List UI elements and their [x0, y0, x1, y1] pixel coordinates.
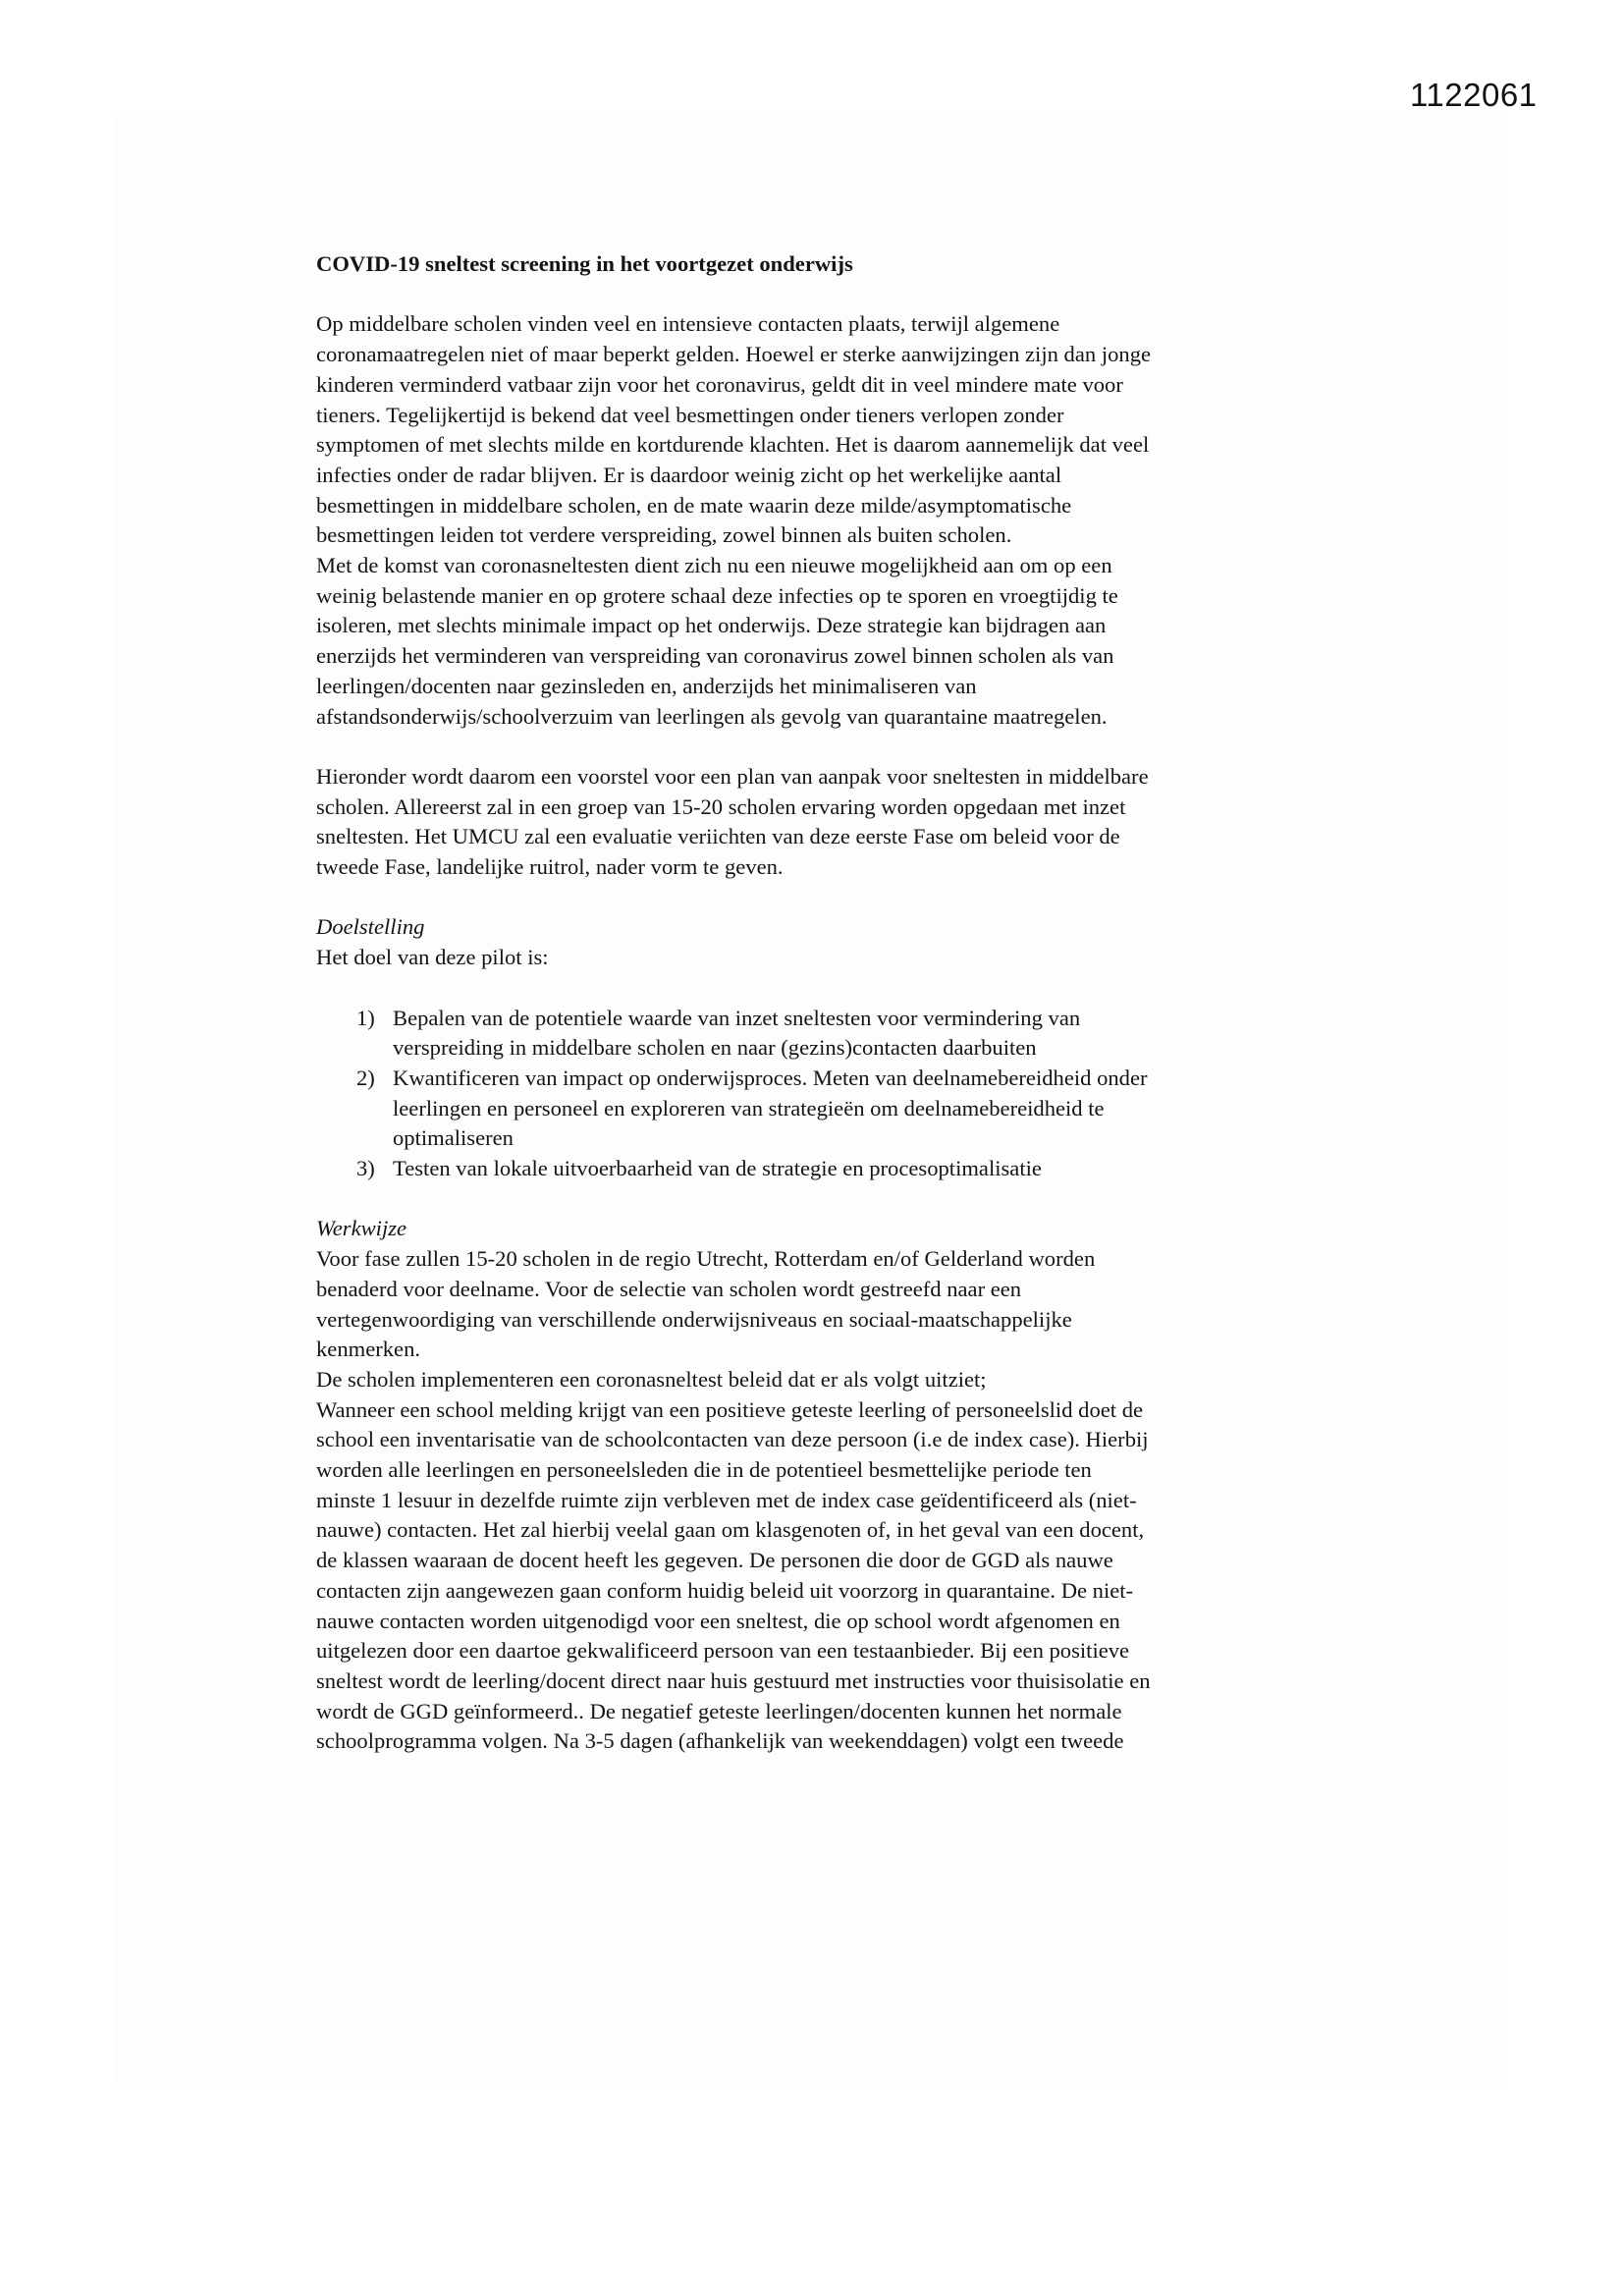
intro-paragraph-1 — [316, 309, 1318, 551]
text-line: de klassen waaraan de docent heeft les gegeven. De personen die door de GGD als nauwe — [316, 1548, 1113, 1573]
text-line: coronamaatregelen niet of maar beperkt gelden. Hoewel er sterke aanwijzingen zijn dan jonge — [316, 342, 1152, 367]
text-line: minste 1 lesuur in dezelfde ruimte zijn verbleven met de index case geïdentificeerd als (niet- — [316, 1487, 1137, 1512]
list-number: 1) — [356, 1005, 375, 1030]
text-line: isoleren, met slechts minimale impact op het onderwijs. Deze strategie kan bijdragen aan — [316, 613, 1107, 638]
intro-paragraph-3 — [316, 762, 1318, 883]
text-line: schoolprogramma volgen. Na 3-5 dagen (afhankelijk van weekenddagen) volgt een tweede — [316, 1728, 1124, 1754]
text-line: Hieronder wordt daarom een voorstel voor een plan van aanpak voor sneltesten in middelbare — [316, 763, 1149, 789]
text-line: uitgelezen door een daartoe gekwalificeerd persoon van een testaanbieder. Bij een positieve — [316, 1638, 1130, 1664]
text-line: kinderen verminderd vatbaar zijn voor het coronavirus, geldt dit in veel mindere mate voor — [316, 371, 1123, 397]
text-line: Bepalen van de potentiele waarde van inzet sneltesten voor vermindering van — [393, 1005, 1081, 1030]
text-line: leerlingen/docenten naar gezinsleden en, anderzijds het minimaliseren van — [316, 673, 977, 698]
text-line: nauwe) contacten. Het zal hierbij veelal gaan om klasgenoten of, in het geval van een docent, — [316, 1517, 1145, 1543]
text-line: benaderd voor deelname. Voor de selectie van scholen wordt gestreefd naar een — [316, 1276, 1022, 1301]
text-line: De scholen implementeren een coronasneltest beleid dat er als volgt uitziet; — [316, 1366, 987, 1392]
text-line: Kwantificeren van impact op onderwijsproces. Meten van deelnamebereidheid onder — [393, 1065, 1148, 1090]
text-line: weinig belastende manier en op grotere schaal deze infecties op te sporen en vroegtijdig te — [316, 582, 1118, 608]
list-number: 2) — [356, 1065, 375, 1090]
text-line: vertegenwoordiging van verschillende onderwijsniveaus en sociaal-maatschappelijke — [316, 1306, 1072, 1332]
text-line: tweede Fase, landelijke ruitrol, nader vorm te geven. — [316, 854, 784, 880]
document-body — [316, 249, 1318, 1757]
text-line: Op middelbare scholen vinden veel en intensieve contacten plaats, terwijl algemene — [316, 311, 1060, 337]
list-number: 3) — [356, 1156, 375, 1181]
text-line: sneltesten. Het UMCU zal een evaluatie veriichten van deze eerste Fase om beleid voor de — [316, 824, 1120, 849]
text-line: Wanneer een school melding krijgt van een positieve geteste leerling of personeelslid doet de — [316, 1396, 1144, 1422]
document-id: 1122061 — [1410, 77, 1538, 113]
text-line: wordt de GGD geïnformeerd.. De negatief geteste leerlingen/docenten kunnen het normale — [316, 1698, 1122, 1723]
text-line: kenmerken. — [316, 1337, 421, 1362]
text-line: symptomen of met slechts milde en kortdurende klachten. Het is daarom aannemelijk dat veel — [316, 432, 1150, 458]
text-line: leerlingen en personeel en exploreren van strategieën om deelnamebereidheid te — [393, 1095, 1105, 1121]
text-line: optimaliseren — [393, 1125, 514, 1151]
intro-paragraph-2 — [316, 551, 1318, 732]
text-line: school een inventarisatie van de schoolcontacten van deze persoon (i.e de index case). Hierbij — [316, 1427, 1149, 1452]
goal-item-3 — [316, 1154, 1318, 1184]
text-line: afstandsonderwijs/schoolverzuim van leerlingen als gevolg van quarantaine maatregelen. — [316, 703, 1108, 729]
text-line: scholen. Allereerst zal in een groep van 15-20 scholen ervaring worden opgedaan met inzet — [316, 793, 1126, 819]
text-line: tieners. Tegelijkertijd is bekend dat veel besmettingen onder tieners verlopen zonder — [316, 402, 1064, 427]
text-line: besmettingen leiden tot verdere verspreiding, zowel binnen als buiten scholen. — [316, 522, 1012, 548]
text-line: verspreiding in middelbare scholen en naar (gezins)contacten daarbuiten — [393, 1035, 1037, 1061]
text-line: contacten zijn aangewezen gaan conform huidig beleid uit voorzorg in quarantaine. De niet- — [316, 1577, 1134, 1603]
document-title: COVID-19 sneltest screening in het voortgezet onderwijs — [316, 251, 853, 276]
text-line: worden alle leerlingen en personeelsleden die in de potentieel besmettelijke periode ten — [316, 1457, 1092, 1483]
text-line: besmettingen in middelbare scholen, en de mate waarin deze milde/asymptomatische — [316, 492, 1072, 518]
doelstelling-lead: Het doel van deze pilot is: — [316, 945, 549, 970]
text-line: sneltest wordt de leerling/docent direct naar huis gestuurd met instructies voor thuisisolatie en — [316, 1667, 1151, 1693]
text-line: Met de komst van coronasneltesten dient zich nu een nieuwe mogelijkheid aan om op een — [316, 553, 1112, 578]
text-line: nauwe contacten worden uitgenodigd voor een sneltest, die op school wordt afgenomen en — [316, 1608, 1120, 1633]
text-line: enerzijds het verminderen van verspreiding van coronavirus zowel binnen scholen als van — [316, 643, 1114, 669]
section-heading-doelstelling: Doelstelling — [316, 914, 425, 940]
section-heading-werkwijze: Werkwijze — [316, 1216, 407, 1241]
goal-item-2 — [316, 1064, 1318, 1154]
goals-list — [316, 1004, 1318, 1184]
doelstelling-section — [316, 912, 1318, 1183]
goal-item-1 — [316, 1004, 1318, 1064]
text-line: Voor fase zullen 15-20 scholen in de regio Utrecht, Rotterdam en/of Gelderland worden — [316, 1246, 1096, 1272]
text-line: Testen van lokale uitvoerbaarheid van de strategie en procesoptimalisatie — [393, 1156, 1042, 1181]
text-line: infecties onder de radar blijven. Er is daardoor weinig zicht op het werkelijke aantal — [316, 462, 1062, 487]
werkwijze-section — [316, 1214, 1318, 1757]
